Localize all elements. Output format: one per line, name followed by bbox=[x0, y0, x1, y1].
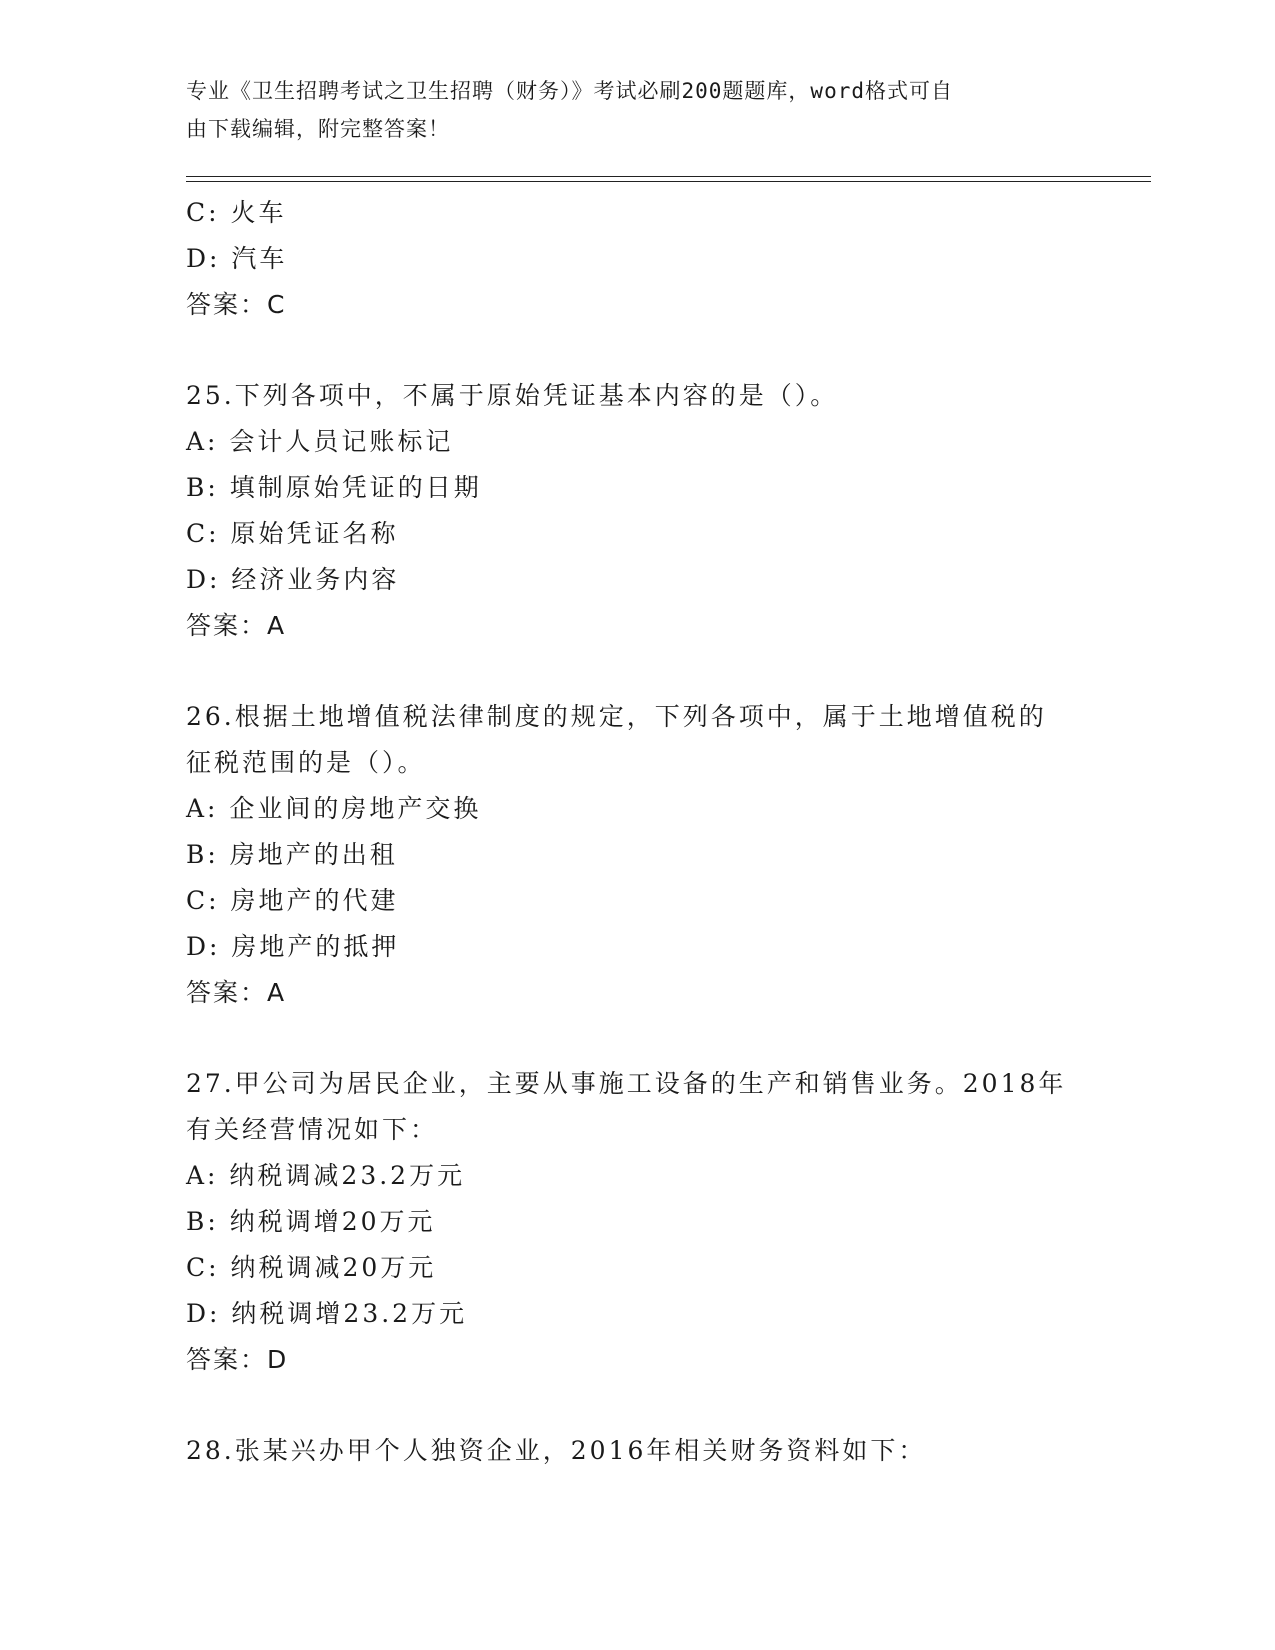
document-header bbox=[186, 72, 1086, 148]
question-text: 25.下列各项中，不属于原始凭证基本内容的是（）。 bbox=[186, 381, 839, 410]
spacer bbox=[186, 328, 1086, 373]
option-c: C: 火车 bbox=[186, 198, 287, 227]
answer: 答案：D bbox=[186, 1345, 289, 1374]
question-24-tail bbox=[186, 190, 1086, 328]
option-d: D: 汽车 bbox=[186, 244, 288, 273]
option-a: A: 纳税调减23.2万元 bbox=[186, 1161, 466, 1190]
option-d: D: 经济业务内容 bbox=[186, 565, 400, 594]
spacer bbox=[186, 649, 1086, 694]
option-b: B: 纳税调增20万元 bbox=[186, 1207, 436, 1236]
document-body bbox=[186, 190, 1086, 1474]
question-text: 28.张某兴办甲个人独资企业，2016年相关财务资料如下： bbox=[186, 1436, 927, 1465]
option-c: C: 原始凭证名称 bbox=[186, 519, 399, 548]
option-c: C: 纳税调减20万元 bbox=[186, 1253, 437, 1282]
option-c: C: 房地产的代建 bbox=[186, 886, 399, 915]
question-text: 26.根据土地增值税法律制度的规定，下列各项中，属于土地增值税的 bbox=[186, 702, 1047, 731]
question-26 bbox=[186, 694, 1086, 1016]
answer: 答案：C bbox=[186, 290, 287, 319]
header-divider-bottom bbox=[186, 181, 1151, 182]
question-text-continued: 有关经营情况如下： bbox=[186, 1115, 439, 1144]
question-25 bbox=[186, 373, 1086, 649]
answer: 答案：A bbox=[186, 611, 287, 640]
spacer bbox=[186, 1016, 1086, 1061]
header-divider-top bbox=[186, 176, 1151, 177]
question-text-continued: 征税范围的是（）。 bbox=[186, 748, 426, 777]
question-28 bbox=[186, 1428, 1086, 1474]
option-a: A: 会计人员记账标记 bbox=[186, 427, 454, 456]
question-text: 27.甲公司为居民企业，主要从事施工设备的生产和销售业务。2018年 bbox=[186, 1069, 1067, 1098]
spacer bbox=[186, 1383, 1086, 1428]
option-d: D: 房地产的抵押 bbox=[186, 932, 400, 961]
header-line-1: 专业《卫生招聘考试之卫生招聘（财务）》考试必刷200题题库，word格式可自 bbox=[186, 79, 953, 103]
answer: 答案：A bbox=[186, 978, 287, 1007]
question-27 bbox=[186, 1061, 1086, 1383]
option-d: D: 纳税调增23.2万元 bbox=[186, 1299, 468, 1328]
option-b: B: 填制原始凭证的日期 bbox=[186, 473, 482, 502]
header-line-2: 由下载编辑，附完整答案！ bbox=[186, 117, 450, 141]
option-b: B: 房地产的出租 bbox=[186, 840, 398, 869]
option-a: A: 企业间的房地产交换 bbox=[186, 794, 482, 823]
